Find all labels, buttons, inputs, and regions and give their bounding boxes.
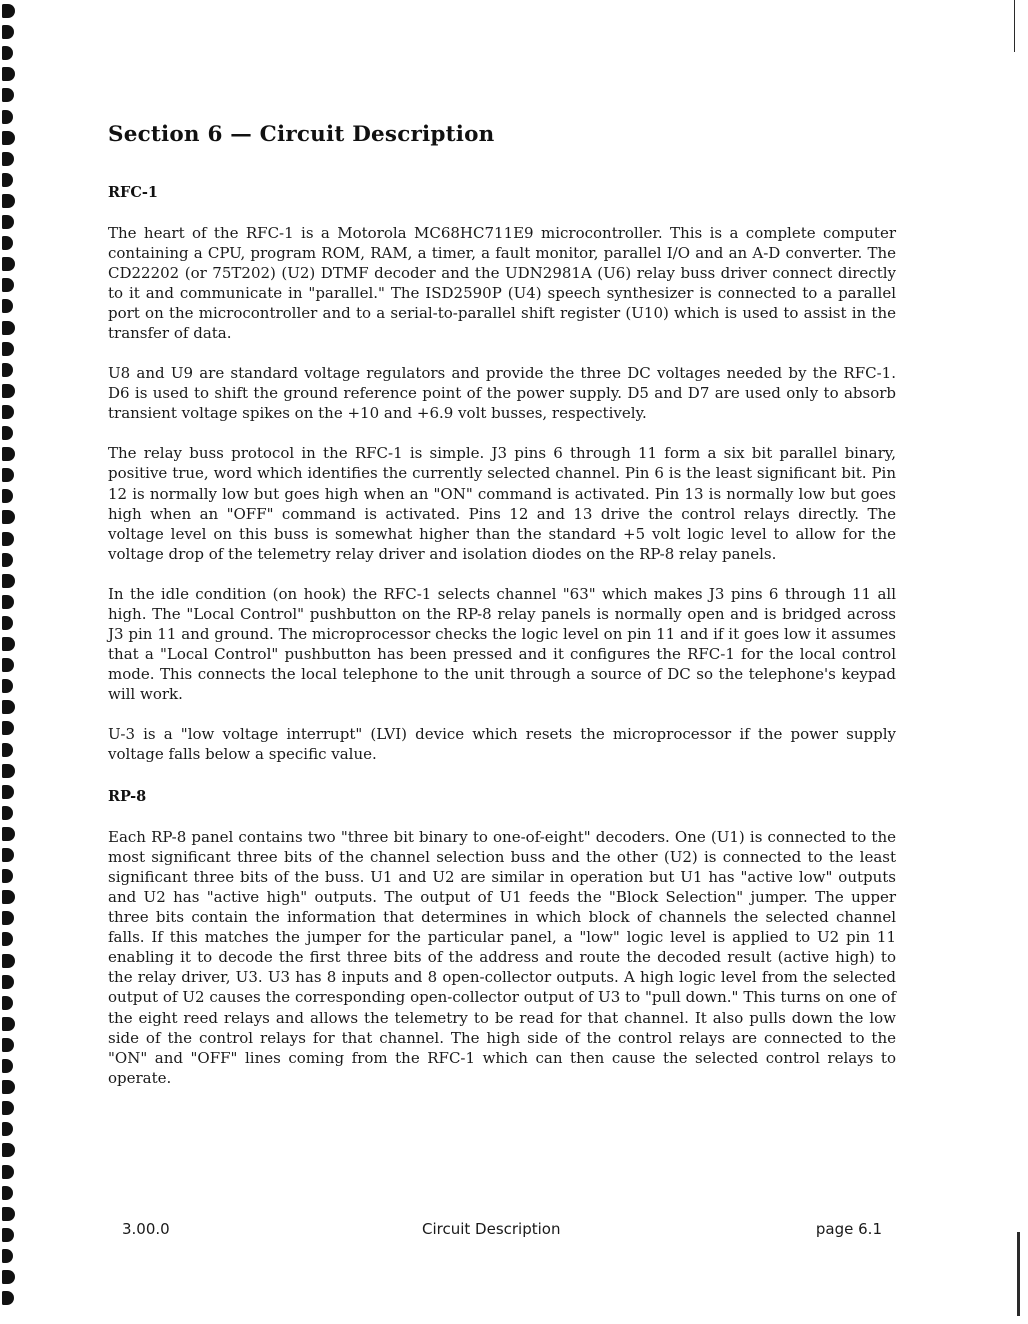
- binder-hole: [2, 257, 15, 271]
- binder-hole: [2, 67, 15, 81]
- binder-hole: [2, 827, 15, 841]
- binder-hole: [2, 46, 13, 60]
- footer-version: 3.00.0: [122, 1220, 170, 1238]
- binder-hole: [2, 954, 15, 968]
- binder-hole: [2, 932, 13, 946]
- binder-hole: [2, 785, 14, 799]
- binder-hole: [2, 721, 14, 735]
- binder-hole: [2, 996, 13, 1010]
- binder-hole: [2, 574, 15, 588]
- binder-hole: [2, 468, 14, 482]
- binder-hole: [2, 658, 14, 672]
- binder-hole: [2, 911, 14, 925]
- binder-hole: [2, 1101, 14, 1115]
- binder-hole: [2, 152, 14, 166]
- rp8-paragraph: Each RP-8 panel contains two "three bit binary to one-of-eight" decoders. One (U1) is connected to the most significant three bits of the channel selection buss and the other (U2) is connected to the least significant three bits of the buss. U1 and U2 are similar in operation but U1 has "active low" outputs and U2 has "active high" outputs. The output of U1 feeds the "Block Selection" jumper. The upper three bits contain the information that determines in which block of channels the selected channel falls. If this matches the jumper for the particular panel, a "low" logic level is applied to U2 pin 11 enabling it to decode the first three bits of the address and route the decoded result (active high) to the relay driver, U3. U3 has 8 inputs and 8 open-collector outputs. A high logic level from the selected output of U2 causes the corresponding open-collector output of U3 to "pull down." This turns on one of the eight reed relays and allows the telemetry to be read for that channel. It also pulls down the low side of the control relays for that channel. The high side of the control relays are connected to the "ON" and "OFF" lines coming from the RFC-1 which can then cause the selected control relays to operate.: [108, 828, 896, 1087]
- binder-hole: [2, 194, 15, 208]
- binder-hole: [2, 1017, 15, 1031]
- binder-hole: [2, 1207, 15, 1221]
- binder-hole-strip: [0, 0, 22, 1324]
- binder-hole: [2, 236, 13, 250]
- binder-hole: [2, 1270, 15, 1284]
- binder-hole: [2, 1186, 13, 1200]
- rfc1-paragraph: The relay buss protocol in the RFC-1 is simple. J3 pins 6 through 11 form a six bit parallel binary, positive true, word which identifies the currently selected channel. Pin 6 is the least significant bit. Pin 12 is normally low but goes high when an "ON" command is activated. Pin 13 is normally low but goes high when an "OFF" command is activated. Pins 12 and 13 drive the control relays directly. The voltage level on this buss is somewhat higher than the standard +5 volt logic level to allow for the voltage drop of the telemetry relay driver and isolation diodes on the RP-8 relay panels.: [108, 444, 896, 563]
- binder-hole: [2, 1038, 14, 1052]
- binder-hole: [2, 4, 15, 18]
- binder-hole: [2, 869, 13, 883]
- rfc1-paragraph: In the idle condition (on hook) the RFC-1 selects channel "63" which makes J3 pins 6 through 11 all high. The "Local Control" pushbutton on the RP-8 relay panels is normally open and is bridged across J3 pin 11 and ground. The microprocessor checks the logic level on pin 11 and if it goes low it assumes that a "Local Control" pushbutton has been pressed and it configures the RFC-1 for the local control mode. This connects the local telephone to the unit through a source of DC so the telephone's keypad will work.: [108, 584, 896, 703]
- binder-hole: [2, 88, 14, 102]
- rfc1-paragraph: U8 and U9 are standard voltage regulators and provide the three DC voltages needed by the RFC-1. D6 is used to shift the ground reference point of the power supply. D5 and D7 are used only to absorb transient voltage spikes on the +10 and +6.9 volt busses, respectively.: [108, 364, 896, 423]
- page-footer: [122, 1220, 882, 1240]
- footer-title: Circuit Description: [422, 1220, 561, 1238]
- page-body: [108, 122, 896, 1088]
- binder-hole: [2, 342, 14, 356]
- footer-page-number: page 6.1: [815, 1220, 882, 1238]
- section-title: Section 6 — Circuit Description: [108, 122, 495, 147]
- binder-hole: [2, 1165, 14, 1179]
- binder-hole: [2, 1080, 15, 1094]
- binder-hole: [2, 806, 13, 820]
- rfc1-heading: RFC-1: [108, 184, 158, 201]
- binder-hole: [2, 447, 15, 461]
- binder-hole: [2, 700, 15, 714]
- binder-hole: [2, 1228, 14, 1242]
- binder-hole: [2, 426, 13, 440]
- binder-hole: [2, 1059, 13, 1073]
- binder-hole: [2, 616, 13, 630]
- binder-hole: [2, 25, 14, 39]
- binder-hole: [2, 975, 14, 989]
- binder-hole: [2, 489, 13, 503]
- binder-hole: [2, 510, 15, 524]
- binder-hole: [2, 321, 15, 335]
- binder-hole: [2, 110, 13, 124]
- binder-hole: [2, 637, 15, 651]
- binder-hole: [2, 890, 15, 904]
- binder-hole: [2, 363, 13, 377]
- binder-hole: [2, 743, 13, 757]
- binder-hole: [2, 1143, 15, 1157]
- scan-edge-line-top: [1014, 0, 1015, 52]
- binder-hole: [2, 553, 13, 567]
- binder-hole: [2, 532, 14, 546]
- binder-hole: [2, 1291, 14, 1305]
- binder-hole: [2, 848, 14, 862]
- binder-hole: [2, 405, 14, 419]
- rfc1-paragraph: U-3 is a "low voltage interrupt" (LVI) device which resets the microprocessor if the power supply voltage falls below a specific value.: [108, 724, 896, 764]
- binder-hole: [2, 1122, 13, 1136]
- binder-hole: [2, 215, 14, 229]
- binder-hole: [2, 131, 15, 145]
- scan-edge-line-bottom: [1017, 1232, 1020, 1316]
- binder-hole: [2, 679, 13, 693]
- binder-hole: [2, 1249, 13, 1263]
- rfc1-paragraph: The heart of the RFC-1 is a Motorola MC68HC711E9 microcontroller. This is a complete computer containing a CPU, program ROM, RAM, a timer, a fault monitor, parallel I/O and an A-D converter. The CD22202 (or 75T202) (U2) DTMF decoder and the UDN2981A (U6) relay buss driver connect directly to it and communicate in "parallel." The ISD2590P (U4) speech synthesizer is connected to a parallel port on the microcontroller and to a serial-to-parallel shift register (U10) which is used to assist in the transfer of data.: [108, 224, 896, 343]
- rp8-heading: RP-8: [108, 788, 147, 806]
- binder-hole: [2, 595, 14, 609]
- binder-hole: [2, 764, 15, 778]
- binder-hole: [2, 384, 15, 398]
- binder-hole: [2, 173, 13, 187]
- binder-hole: [2, 278, 14, 292]
- binder-hole: [2, 299, 13, 313]
